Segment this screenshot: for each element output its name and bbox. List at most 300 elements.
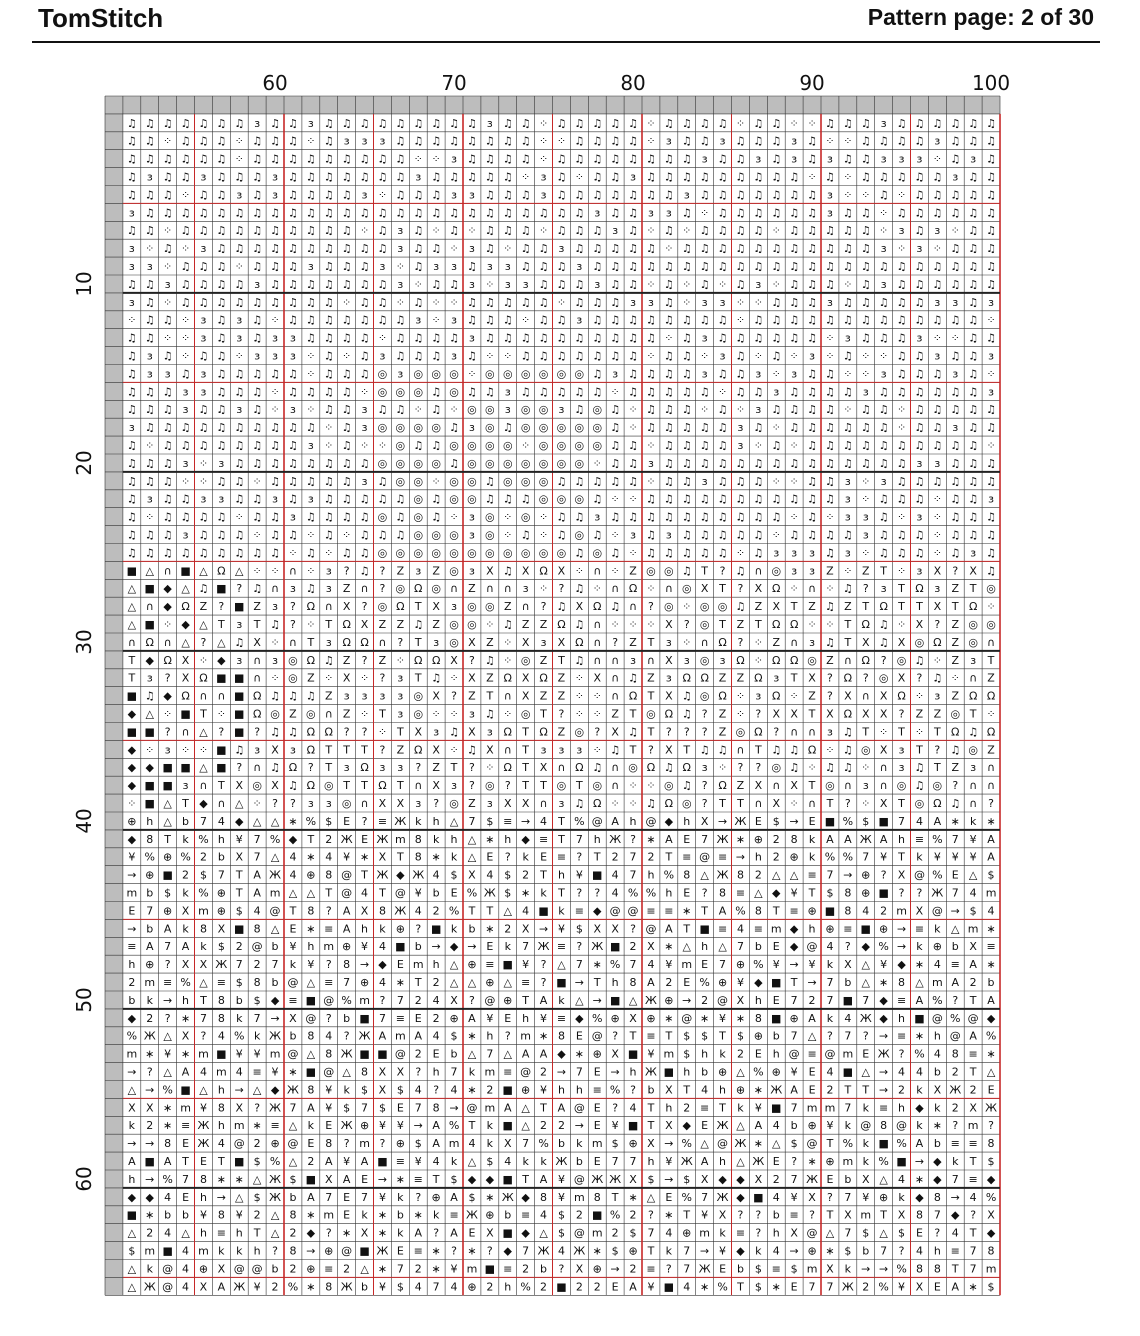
- stitch-symbol: T: [754, 618, 762, 631]
- stitch-symbol: T: [826, 797, 834, 810]
- stitch-symbol: ♫: [306, 511, 316, 524]
- stitch-symbol: ⁘: [628, 618, 637, 631]
- stitch-symbol: ♫: [646, 797, 656, 810]
- stitch-symbol: X: [665, 618, 673, 631]
- stitch-symbol: %: [717, 1280, 727, 1293]
- stitch-symbol: X: [450, 994, 458, 1007]
- stitch-symbol: ⁘: [825, 743, 834, 756]
- stitch-symbol: $: [558, 1209, 565, 1222]
- stitch-symbol: ⁘: [593, 457, 602, 470]
- stitch-symbol: 4: [379, 976, 386, 989]
- stitch-symbol: ♫: [968, 367, 978, 380]
- stitch-symbol: X: [701, 1173, 709, 1186]
- stitch-symbol: ∩: [987, 761, 995, 774]
- stitch-symbol: ɜ: [720, 349, 726, 362]
- stitch-symbol: ◎: [825, 779, 835, 792]
- stitch-symbol: ≡: [217, 976, 226, 989]
- stitch-symbol: ◆: [504, 1244, 513, 1257]
- stitch-symbol: ⊕: [163, 904, 172, 917]
- stitch-symbol: △: [128, 600, 137, 613]
- stitch-symbol: ♫: [753, 314, 763, 327]
- stitch-symbol: ⁘: [378, 188, 387, 201]
- stitch-symbol: ∩: [790, 636, 798, 649]
- stitch-symbol: @: [717, 994, 728, 1007]
- stitch-symbol: Ω: [217, 564, 225, 577]
- stitch-symbol: 7: [934, 1209, 941, 1222]
- stitch-symbol: ⊕: [807, 1119, 816, 1132]
- stitch-symbol: ♫: [682, 707, 692, 720]
- stitch-symbol: ■: [216, 582, 226, 595]
- stitch-symbol: 7: [522, 940, 529, 953]
- stitch-symbol: ◎: [378, 600, 388, 613]
- stitch-symbol: ♫: [324, 278, 334, 291]
- stitch-symbol: E: [594, 1101, 601, 1114]
- stitch-symbol: ♫: [789, 493, 799, 506]
- stitch-symbol: %: [878, 1155, 888, 1168]
- stitch-symbol: Ж: [860, 833, 872, 846]
- stitch-symbol: ◎: [664, 600, 674, 613]
- stitch-symbol: ♫: [431, 278, 441, 291]
- stitch-symbol: X: [235, 1101, 243, 1114]
- stitch-symbol: ⁘: [181, 332, 190, 345]
- stitch-symbol: ♫: [789, 332, 799, 345]
- stitch-symbol: ♫: [127, 493, 137, 506]
- stitch-symbol: →: [951, 904, 960, 917]
- stitch-symbol: T: [897, 600, 905, 613]
- stitch-symbol: E: [826, 1173, 833, 1186]
- stitch-symbol: ⁘: [897, 188, 906, 201]
- stitch-symbol: T: [378, 886, 386, 899]
- stitch-symbol: ♫: [324, 242, 334, 255]
- stitch-symbol: ?: [397, 636, 403, 649]
- stitch-symbol: T: [414, 672, 422, 685]
- stitch-symbol: ∩: [253, 761, 261, 774]
- stitch-symbol: ɜ: [129, 260, 135, 273]
- stitch-symbol: ⁘: [628, 779, 637, 792]
- stitch-symbol: ɜ: [201, 332, 207, 345]
- stitch-symbol: ♫: [306, 224, 316, 237]
- stitch-symbol: ?: [845, 797, 851, 810]
- stitch-symbol: ∗: [432, 1262, 441, 1275]
- stitch-symbol: ⊕: [807, 904, 816, 917]
- stitch-symbol: T: [521, 725, 529, 738]
- stitch-symbol: 2: [576, 1280, 583, 1293]
- stitch-symbol: ?: [254, 1101, 260, 1114]
- stitch-symbol: T: [593, 976, 601, 989]
- stitch-symbol: ♫: [163, 493, 173, 506]
- stitch-symbol: ◎: [413, 511, 423, 524]
- stitch-symbol: Ж: [931, 886, 943, 899]
- stitch-symbol: ?: [738, 582, 744, 595]
- stitch-symbol: ⁘: [879, 224, 888, 237]
- stitch-symbol: T: [969, 1155, 977, 1168]
- stitch-symbol: b: [415, 940, 422, 953]
- stitch-symbol: ⁘: [772, 224, 781, 237]
- stitch-symbol: ♫: [592, 153, 602, 166]
- stitch-symbol: △: [217, 636, 226, 649]
- stitch-symbol: △: [181, 1227, 190, 1240]
- stitch-symbol: ♫: [897, 170, 907, 183]
- stitch-symbol: ♫: [718, 332, 728, 345]
- stitch-symbol: 2: [415, 1262, 422, 1275]
- stitch-symbol: ♫: [503, 332, 513, 345]
- stitch-symbol: ♫: [664, 761, 674, 774]
- stitch-symbol: ∩: [146, 600, 154, 613]
- stitch-symbol: ∩: [128, 636, 136, 649]
- stitch-symbol: ■: [180, 564, 190, 577]
- stitch-symbol: ≡: [593, 1083, 602, 1096]
- stitch-symbol: ∗: [235, 1173, 244, 1186]
- stitch-symbol: T: [396, 725, 404, 738]
- stitch-symbol: ?: [576, 851, 582, 864]
- stitch-symbol: ɜ: [505, 385, 511, 398]
- stitch-symbol: ɜ: [881, 153, 887, 166]
- stitch-symbol: Ж: [341, 833, 353, 846]
- stitch-symbol: k: [522, 851, 529, 864]
- stitch-symbol: ∗: [646, 833, 655, 846]
- stitch-symbol: ♫: [861, 260, 871, 273]
- stitch-symbol: ɜ: [827, 188, 833, 201]
- stitch-symbol: h: [254, 1244, 261, 1257]
- stitch-symbol: Ж: [144, 1030, 156, 1043]
- stitch-symbol: ♫: [932, 367, 942, 380]
- stitch-symbol: ɜ: [236, 314, 242, 327]
- stitch-symbol: %: [682, 1191, 692, 1204]
- stitch-symbol: ≡: [915, 922, 924, 935]
- stitch-symbol: ♫: [950, 797, 960, 810]
- stitch-symbol: Z: [486, 636, 494, 649]
- stitch-symbol: E: [433, 1048, 440, 1061]
- stitch-symbol: ɜ: [934, 349, 940, 362]
- stitch-symbol: ♫: [539, 296, 549, 309]
- stitch-symbol: $: [647, 1173, 654, 1186]
- stitch-symbol: ■: [145, 618, 155, 631]
- stitch-symbol: ⁘: [199, 457, 208, 470]
- stitch-symbol: ♫: [145, 546, 155, 559]
- stitch-symbol: ♫: [789, 260, 799, 273]
- stitch-symbol: ɜ: [308, 797, 314, 810]
- stitch-symbol: ♫: [181, 206, 191, 219]
- stitch-symbol: m: [359, 994, 370, 1007]
- stitch-symbol: ♫: [610, 117, 620, 130]
- stitch-symbol: m: [359, 1137, 370, 1150]
- stitch-symbol: Ω: [772, 690, 780, 703]
- stitch-symbol: ?: [290, 618, 296, 631]
- stitch-symbol: ⁘: [181, 242, 190, 255]
- stitch-symbol: ≡: [736, 886, 745, 899]
- stitch-symbol: △: [951, 922, 960, 935]
- stitch-symbol: ◆: [217, 654, 226, 667]
- stitch-symbol: T: [897, 851, 905, 864]
- stitch-symbol: ⁘: [646, 475, 655, 488]
- stitch-symbol: @: [466, 1101, 477, 1114]
- stitch-symbol: ♫: [413, 618, 423, 631]
- stitch-symbol: X: [969, 1101, 977, 1114]
- stitch-symbol: T: [736, 1280, 744, 1293]
- stitch-symbol: 8: [683, 869, 690, 882]
- stitch-symbol: ♫: [324, 493, 334, 506]
- stitch-symbol: ♫: [628, 511, 638, 524]
- stitch-symbol: ɜ: [934, 457, 940, 470]
- stitch-symbol: X: [522, 690, 530, 703]
- stitch-symbol: ♫: [395, 153, 405, 166]
- stitch-symbol: ɜ: [702, 761, 708, 774]
- stitch-symbol: ∩: [844, 779, 852, 792]
- stitch-symbol: ⁘: [736, 546, 745, 559]
- stitch-symbol: $: [451, 1173, 458, 1186]
- stitch-symbol: ♫: [915, 296, 925, 309]
- stitch-symbol: %: [932, 994, 942, 1007]
- stitch-symbol: ♫: [395, 493, 405, 506]
- stitch-symbol: ◆: [128, 779, 137, 792]
- stitch-symbol: ∩: [182, 725, 190, 738]
- stitch-symbol: 7: [952, 833, 959, 846]
- stitch-symbol: ♫: [145, 528, 155, 541]
- stitch-symbol: %: [180, 851, 190, 864]
- stitch-symbol: ♫: [288, 206, 298, 219]
- stitch-symbol: 8: [898, 976, 905, 989]
- stitch-symbol: ∩: [217, 690, 225, 703]
- stitch-symbol: ♫: [360, 296, 370, 309]
- stitch-symbol: 7: [200, 1012, 207, 1025]
- stitch-symbol: T: [414, 636, 422, 649]
- stitch-symbol: ?: [469, 994, 475, 1007]
- stitch-symbol: T: [414, 600, 422, 613]
- stitch-symbol: ɜ: [702, 367, 708, 380]
- stitch-symbol: ♫: [789, 457, 799, 470]
- stitch-symbol: Ж: [717, 1119, 729, 1132]
- stitch-symbol: h: [647, 869, 654, 882]
- stitch-symbol: ∩: [880, 761, 888, 774]
- stitch-symbol: ♫: [557, 170, 567, 183]
- stitch-symbol: ¥: [576, 869, 583, 882]
- stitch-symbol: ♫: [521, 153, 531, 166]
- stitch-symbol: ⁘: [163, 260, 172, 273]
- stitch-symbol: ⊕: [861, 869, 870, 882]
- stitch-symbol: T: [432, 1173, 440, 1186]
- stitch-symbol: h: [146, 815, 153, 828]
- stitch-symbol: ♫: [950, 135, 960, 148]
- stitch-symbol: ɜ: [881, 582, 887, 595]
- stitch-symbol: ♫: [270, 475, 280, 488]
- stitch-symbol: ∗: [253, 1119, 262, 1132]
- stitch-symbol: 4: [612, 886, 619, 899]
- stitch-symbol: k: [343, 1083, 350, 1096]
- stitch-symbol: △: [879, 1173, 888, 1186]
- stitch-symbol: ♫: [915, 260, 925, 273]
- stitch-symbol: △: [163, 815, 172, 828]
- stitch-symbol: ɜ: [917, 242, 923, 255]
- stitch-symbol: ◆: [951, 1209, 960, 1222]
- stitch-symbol: △: [521, 1101, 530, 1114]
- stitch-symbol: ɜ: [863, 511, 869, 524]
- stitch-symbol: ⁘: [986, 600, 995, 613]
- stitch-symbol: ∩: [557, 761, 565, 774]
- stitch-symbol: △: [468, 833, 477, 846]
- stitch-symbol: ■: [127, 690, 137, 703]
- stitch-symbol: ≡: [575, 904, 584, 917]
- stitch-symbol: %: [843, 1137, 853, 1150]
- stitch-symbol: ♫: [485, 654, 495, 667]
- stitch-symbol: ♫: [610, 600, 620, 613]
- stitch-symbol: ♫: [252, 135, 262, 148]
- stitch-symbol: ◎: [521, 457, 531, 470]
- stitch-symbol: →: [127, 922, 136, 935]
- stitch-symbol: X: [522, 672, 530, 685]
- stitch-symbol: 8: [791, 833, 798, 846]
- stitch-symbol: ⁘: [503, 511, 512, 524]
- stitch-symbol: ♫: [664, 457, 674, 470]
- stitch-symbol: ♫: [682, 135, 692, 148]
- stitch-symbol: X: [629, 1173, 637, 1186]
- stitch-symbol: ⊕: [718, 1065, 727, 1078]
- stitch-symbol: ?: [218, 600, 224, 613]
- stitch-symbol: Z: [558, 690, 566, 703]
- stitch-symbol: 4: [433, 994, 440, 1007]
- stitch-symbol: k: [863, 1137, 870, 1150]
- stitch-symbol: ?: [917, 886, 923, 899]
- stitch-symbol: ♫: [252, 296, 262, 309]
- stitch-symbol: ⁘: [467, 367, 476, 380]
- stitch-symbol: 4: [164, 1227, 171, 1240]
- stitch-symbol: ♫: [771, 493, 781, 506]
- stitch-symbol: ♫: [199, 296, 209, 309]
- stitch-symbol: X: [379, 797, 387, 810]
- stitch-symbol: ∩: [611, 690, 619, 703]
- stitch-symbol: ♫: [932, 403, 942, 416]
- stitch-symbol: 2: [146, 1012, 153, 1025]
- stitch-symbol: ♫: [825, 546, 835, 559]
- stitch-symbol: ♫: [753, 511, 763, 524]
- stitch-symbol: ∩: [325, 600, 333, 613]
- stitch-symbol: ⁘: [467, 224, 476, 237]
- stitch-symbol: k: [809, 851, 816, 864]
- stitch-symbol: ♫: [825, 457, 835, 470]
- stitch-symbol: ⁘: [306, 135, 315, 148]
- stitch-symbol: Ж: [341, 1048, 353, 1061]
- stitch-symbol: ⁘: [432, 153, 441, 166]
- stitch-symbol: ♫: [736, 135, 746, 148]
- stitch-symbol: ♫: [539, 332, 549, 345]
- stitch-symbol: ♫: [145, 153, 155, 166]
- stitch-symbol: ♫: [825, 600, 835, 613]
- stitch-symbol: ♫: [288, 278, 298, 291]
- stitch-symbol: ◆: [593, 904, 602, 917]
- stitch-symbol: ♫: [682, 260, 692, 273]
- stitch-symbol: ∩: [522, 600, 530, 613]
- stitch-symbol: 7: [970, 1244, 977, 1257]
- stitch-symbol: ≡: [557, 1012, 566, 1025]
- stitch-symbol: T: [253, 1227, 261, 1240]
- stitch-symbol: ¥: [665, 1155, 672, 1168]
- stitch-symbol: ♫: [216, 135, 226, 148]
- stitch-symbol: ♫: [610, 546, 620, 559]
- stitch-symbol: 2: [773, 833, 780, 846]
- stitch-symbol: ⁘: [235, 135, 244, 148]
- stitch-symbol: ♫: [950, 278, 960, 291]
- stitch-symbol: b: [934, 1065, 941, 1078]
- stitch-symbol: Z: [987, 743, 995, 756]
- stitch-symbol: →: [897, 940, 906, 953]
- stitch-symbol: %: [449, 904, 459, 917]
- stitch-symbol: ♫: [736, 153, 746, 166]
- stitch-symbol: ɜ: [791, 153, 797, 166]
- stitch-symbol: 4: [934, 1048, 941, 1061]
- stitch-symbol: h: [200, 1227, 207, 1240]
- stitch-symbol: ♫: [216, 153, 226, 166]
- stitch-symbol: 4: [916, 1244, 923, 1257]
- stitch-symbol: ◆: [736, 1191, 745, 1204]
- stitch-symbol: ◎: [521, 421, 531, 434]
- stitch-symbol: ɜ: [576, 743, 582, 756]
- stitch-symbol: ¥: [934, 851, 941, 864]
- stitch-symbol: ɜ: [952, 367, 958, 380]
- stitch-symbol: ♫: [736, 493, 746, 506]
- stitch-symbol: 8: [200, 1173, 207, 1186]
- stitch-symbol: 2: [898, 1083, 905, 1096]
- stitch-symbol: ⁘: [825, 511, 834, 524]
- stitch-symbol: ♫: [843, 582, 853, 595]
- stitch-symbol: 2: [773, 851, 780, 864]
- stitch-symbol: 2: [970, 1083, 977, 1096]
- stitch-symbol: A: [307, 1101, 315, 1114]
- stitch-symbol: ♫: [789, 421, 799, 434]
- stitch-symbol: ⁘: [593, 690, 602, 703]
- stitch-symbol: %: [646, 886, 656, 899]
- stitch-symbol: 7: [791, 1173, 798, 1186]
- stitch-symbol: ⁘: [521, 314, 530, 327]
- stitch-symbol: 4: [970, 1191, 977, 1204]
- stitch-symbol: ♫: [557, 206, 567, 219]
- stitch-symbol: m: [681, 958, 692, 971]
- stitch-symbol: △: [163, 797, 172, 810]
- stitch-symbol: 8: [558, 1030, 565, 1043]
- stitch-symbol: b: [182, 815, 189, 828]
- stitch-symbol: 7: [952, 886, 959, 899]
- stitch-symbol: ♫: [736, 242, 746, 255]
- stitch-symbol: ⊕: [736, 958, 745, 971]
- stitch-symbol: ?: [755, 707, 761, 720]
- stitch-symbol: ♫: [163, 385, 173, 398]
- stitch-symbol: ♫: [360, 332, 370, 345]
- stitch-symbol: $: [397, 1280, 404, 1293]
- stitch-symbol: ♫: [592, 188, 602, 201]
- stitch-symbol: $: [683, 1030, 690, 1043]
- stitch-symbol: b: [236, 994, 243, 1007]
- stitch-symbol: ♫: [718, 457, 728, 470]
- stitch-symbol: Z: [719, 707, 727, 720]
- stitch-symbol: ♫: [986, 332, 996, 345]
- stitch-symbol: ?: [541, 976, 547, 989]
- stitch-symbol: ♫: [557, 188, 567, 201]
- stitch-symbol: ♫: [342, 457, 352, 470]
- stitch-symbol: ♫: [897, 117, 907, 130]
- stitch-symbol: ¥: [307, 958, 314, 971]
- stitch-symbol: ◆: [790, 922, 799, 935]
- stitch-symbol: X: [218, 922, 226, 935]
- stitch-symbol: ♫: [825, 314, 835, 327]
- stitch-symbol: ɜ: [702, 296, 708, 309]
- stitch-symbol: ∩: [593, 636, 601, 649]
- stitch-symbol: Ω: [307, 725, 315, 738]
- stitch-symbol: ♫: [431, 493, 441, 506]
- stitch-symbol: ◎: [521, 546, 531, 559]
- stitch-symbol: A: [253, 886, 261, 899]
- stitch-symbol: △: [629, 994, 638, 1007]
- stitch-symbol: ¥: [451, 1262, 458, 1275]
- stitch-symbol: ?: [505, 851, 511, 864]
- stitch-symbol: ♫: [825, 385, 835, 398]
